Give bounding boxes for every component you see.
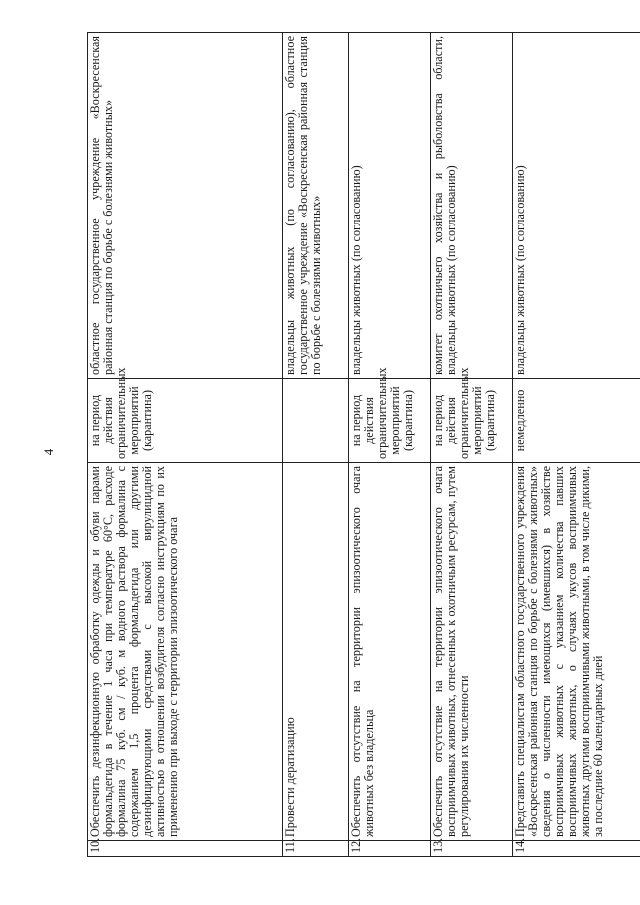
row-number: 14. (513, 841, 640, 857)
measure-responsible: областное государственное учреждение «Воскресенская районная станция по борьбе с болезнями животных» (88, 33, 283, 379)
measure-responsible: владельцы животных (по согласованию), областное государственное учреждение «Воскресенская районная станция по борьбе с болезнями животных» (283, 33, 349, 379)
table-row (431, 33, 513, 857)
page-number: 4 (41, 448, 56, 456)
table-row (349, 33, 431, 857)
document-rotated-page (87, 33, 605, 857)
table-row (283, 33, 349, 857)
measure-term: немедленно (513, 379, 640, 463)
row-number: 11. (283, 841, 349, 857)
row-number: 13. (431, 841, 513, 857)
measures-table (87, 32, 640, 857)
measure-term (283, 379, 349, 463)
measure-responsible: комитет охотничьего хозяйства и рыболовства области, владельцы животных (по согласованию) (431, 33, 513, 379)
measure-responsible: владельцы животных (по согласованию) (513, 33, 640, 379)
measure-text: Представить специалистам областного государственного учреждения «Воскресенская районная станция по борьбе с болезнями животных» сведения о численности имеющихся (имевшихся) в хозяйстве восприимчивых животных с указанием количества павших восприимчивых животных, о случаях укусов восприимчивых животных другими восприимчивыми животными, в том числе дикими, за последние 60 календарных дней (513, 463, 640, 841)
measure-term: на период действия ограничительных мероприятий (карантина) (349, 379, 431, 463)
measure-text: Обеспечить дезинфекционную обработку одежды и обуви парами формальдегида в течение 1 часа при температуре 60°С, расходе формалина 75 куб. см / куб. м водного раствора формалина с содержанием 1,5 процента формальдегида или другими дезинфицирующими средствами с высокой вирулицидной активностью в отношении возбудителя согласно инструкциям по их применению при выходе с территории эпизоотического очага (88, 463, 283, 841)
table-row (513, 33, 640, 857)
measure-text: Обеспечить отсутствие на территории эпизоотического очага животных без владельца (349, 463, 431, 841)
row-number: 10. (88, 841, 283, 857)
measure-term: на период действия ограничительных мероприятий (карантина) (88, 379, 283, 463)
table-row (88, 33, 283, 857)
measure-text: Провести дератизацию (283, 463, 349, 841)
row-number: 12. (349, 841, 431, 857)
measure-term: на период действия ограничительных мероприятий (карантина) (431, 379, 513, 463)
measure-text: Обеспечить отсутствие на территории эпизоотического очага восприимчивых животных, отнесенных к охотничьим ресурсам, путем регулирования их численности (431, 463, 513, 841)
measure-responsible: владельцы животных (по согласованию) (349, 33, 431, 379)
